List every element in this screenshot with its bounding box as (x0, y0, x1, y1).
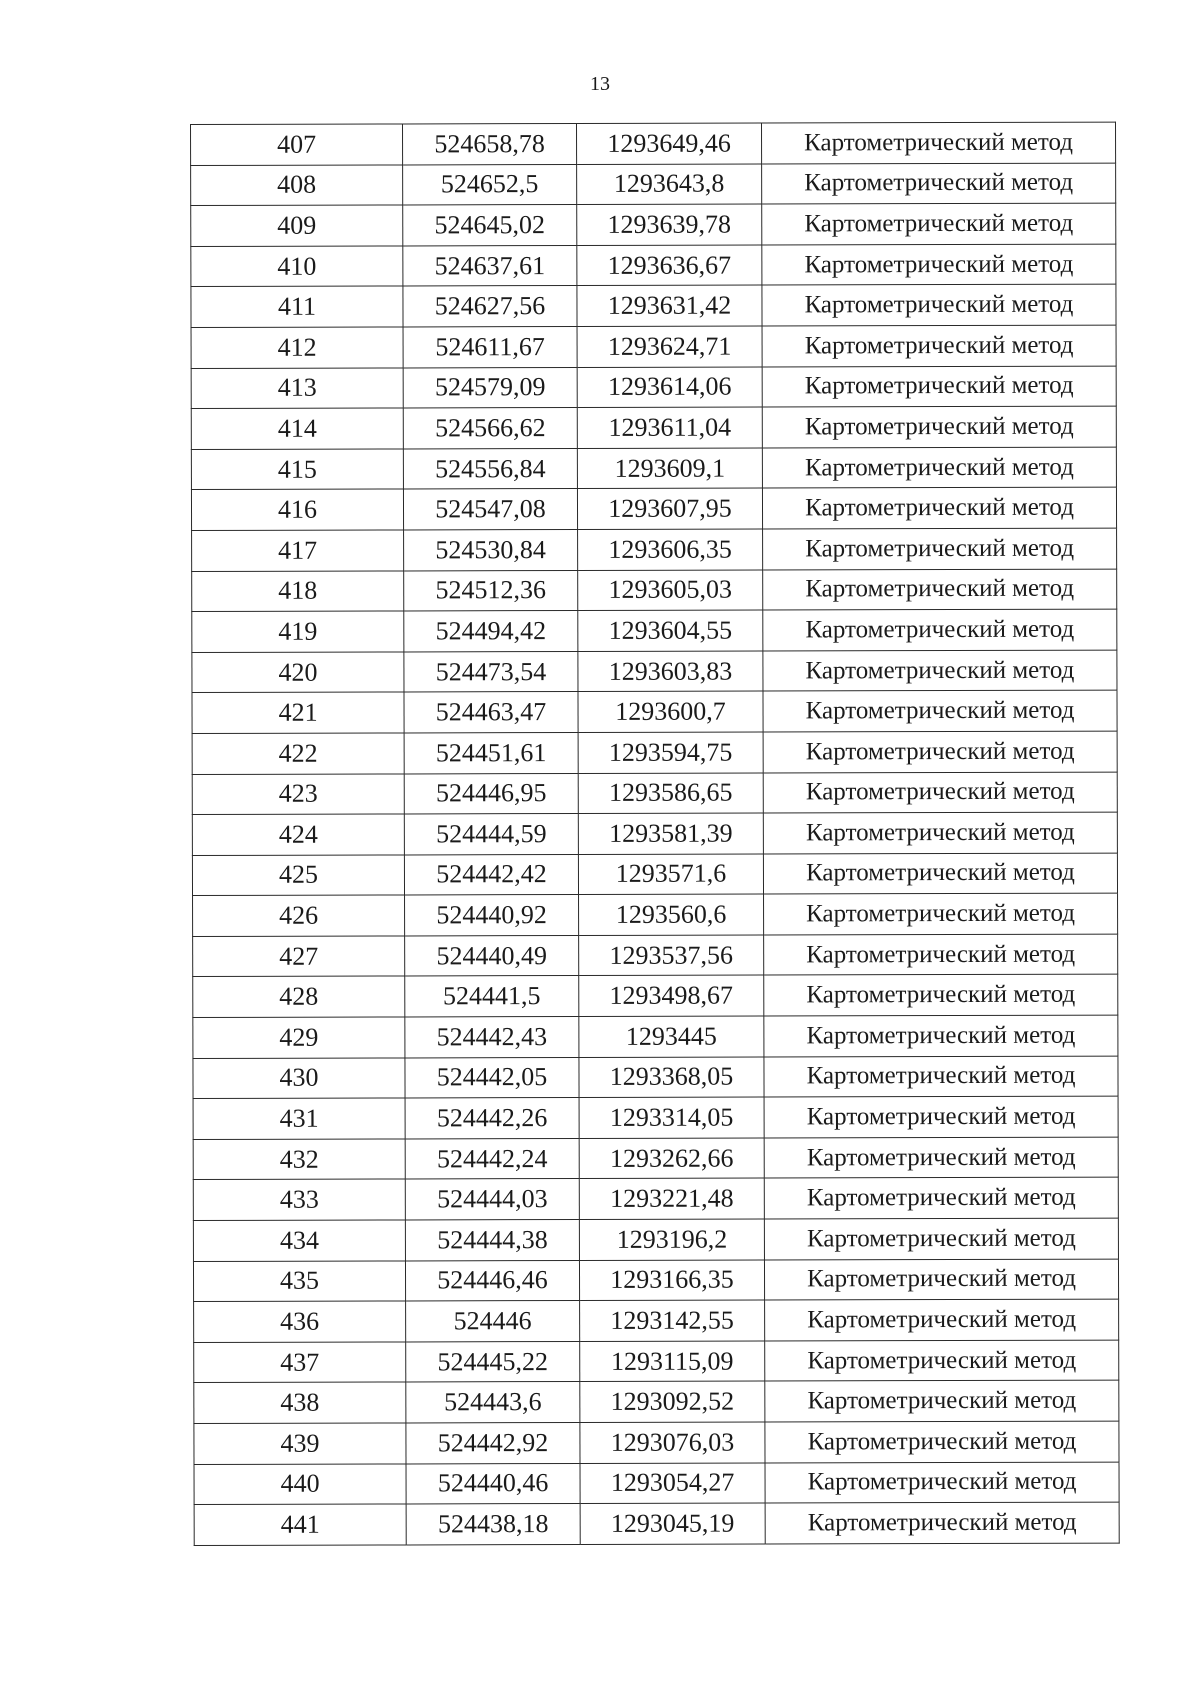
y-coordinate-cell: 1293166,35 (579, 1260, 764, 1301)
y-coordinate-cell: 1293643,8 (577, 164, 762, 205)
table-row (193, 1178, 1118, 1221)
point-number-cell: 429 (193, 1017, 405, 1058)
method-cell: Картометрический метод (762, 447, 1116, 489)
coordinates-table-body (191, 122, 1120, 1545)
point-number-cell: 421 (192, 692, 404, 733)
y-coordinate-cell: 1293606,35 (578, 529, 763, 570)
method-cell: Картометрический метод (762, 203, 1116, 245)
point-number-cell: 440 (194, 1464, 406, 1505)
table-row (194, 1380, 1119, 1423)
y-coordinate-cell: 1293614,06 (577, 367, 762, 408)
y-coordinate-cell: 1293498,67 (579, 975, 764, 1016)
point-number-cell: 409 (191, 205, 403, 246)
y-coordinate-cell: 1293611,04 (577, 407, 762, 448)
y-coordinate-cell: 1293605,03 (578, 570, 763, 611)
x-coordinate-cell: 524579,09 (403, 367, 577, 408)
point-number-cell: 422 (192, 733, 404, 774)
table-row (193, 1218, 1118, 1261)
table-row (192, 853, 1117, 896)
table-row (194, 1299, 1119, 1342)
table-row (192, 569, 1117, 612)
table-row (191, 244, 1116, 287)
point-number-cell: 415 (191, 449, 403, 490)
x-coordinate-cell: 524440,92 (405, 895, 579, 936)
y-coordinate-cell: 1293115,09 (580, 1341, 765, 1382)
point-number-cell: 435 (193, 1261, 405, 1302)
x-coordinate-cell: 524444,38 (405, 1220, 579, 1261)
method-cell: Картометрический метод (763, 528, 1117, 570)
x-coordinate-cell: 524611,67 (403, 326, 577, 367)
x-coordinate-cell: 524446 (406, 1301, 580, 1342)
table-row (193, 1137, 1118, 1180)
method-cell: Картометрический метод (762, 406, 1116, 448)
y-coordinate-cell: 1293639,78 (577, 204, 762, 245)
table-row (192, 650, 1117, 693)
method-cell: Картометрический метод (762, 244, 1116, 286)
x-coordinate-cell: 524566,62 (403, 408, 577, 449)
x-coordinate-cell: 524645,02 (403, 205, 577, 246)
method-cell: Картометрический метод (764, 1137, 1118, 1179)
method-cell: Картометрический метод (764, 934, 1118, 976)
x-coordinate-cell: 524446,46 (405, 1260, 579, 1301)
table-row (192, 690, 1117, 733)
table-row (191, 447, 1116, 490)
point-number-cell: 407 (191, 124, 403, 165)
method-cell: Картометрический метод (762, 284, 1116, 326)
y-coordinate-cell: 1293560,6 (579, 894, 764, 935)
coordinates-table (190, 122, 1120, 1546)
method-cell: Картометрический метод (764, 893, 1118, 935)
x-coordinate-cell: 524442,26 (405, 1098, 579, 1139)
y-coordinate-cell: 1293594,75 (578, 732, 763, 773)
point-number-cell: 420 (192, 652, 404, 693)
x-coordinate-cell: 524637,61 (403, 245, 577, 286)
table-row (191, 203, 1116, 246)
table-row (194, 1340, 1119, 1383)
point-number-cell: 424 (192, 814, 404, 855)
y-coordinate-cell: 1293196,2 (579, 1219, 764, 1260)
table-row (191, 284, 1116, 327)
method-cell: Картометрический метод (761, 122, 1115, 164)
table-row (191, 406, 1116, 449)
method-cell: Картометрический метод (764, 1056, 1118, 1098)
y-coordinate-cell: 1293537,56 (579, 935, 764, 976)
x-coordinate-cell: 524530,84 (404, 529, 578, 570)
point-number-cell: 428 (193, 976, 405, 1017)
y-coordinate-cell: 1293581,39 (578, 813, 763, 854)
point-number-cell: 413 (191, 368, 403, 409)
y-coordinate-cell: 1293636,67 (577, 245, 762, 286)
x-coordinate-cell: 524445,22 (406, 1341, 580, 1382)
method-cell: Картометрический метод (762, 487, 1116, 529)
method-cell: Картометрический метод (762, 163, 1116, 205)
point-number-cell: 433 (193, 1179, 405, 1220)
method-cell: Картометрический метод (763, 690, 1117, 732)
point-number-cell: 430 (193, 1058, 405, 1099)
method-cell: Картометрический метод (764, 1096, 1118, 1138)
y-coordinate-cell: 1293368,05 (579, 1057, 764, 1098)
point-number-cell: 414 (191, 408, 403, 449)
method-cell: Картометрический метод (764, 1015, 1118, 1057)
table-row (192, 731, 1117, 774)
table-row (194, 1462, 1119, 1505)
x-coordinate-cell: 524658,78 (403, 123, 577, 164)
x-coordinate-cell: 524440,49 (405, 935, 579, 976)
x-coordinate-cell: 524442,92 (406, 1422, 580, 1463)
method-cell: Картометрический метод (765, 1462, 1119, 1504)
point-number-cell: 418 (192, 570, 404, 611)
point-number-cell: 426 (193, 895, 405, 936)
table-row (192, 609, 1117, 652)
table-row (193, 1259, 1118, 1302)
y-coordinate-cell: 1293603,83 (578, 651, 763, 692)
method-cell: Картометрический метод (763, 650, 1117, 692)
page-number: 13 (590, 73, 610, 95)
point-number-cell: 410 (191, 246, 403, 287)
x-coordinate-cell: 524473,54 (404, 651, 578, 692)
method-cell: Картометрический метод (765, 1380, 1119, 1422)
y-coordinate-cell: 1293142,55 (580, 1300, 765, 1341)
y-coordinate-cell: 1293045,19 (580, 1503, 765, 1544)
table-row (191, 325, 1116, 368)
y-coordinate-cell: 1293607,95 (577, 488, 762, 529)
table-row (192, 528, 1117, 571)
x-coordinate-cell: 524494,42 (404, 611, 578, 652)
method-cell: Картометрический метод (765, 1502, 1119, 1544)
method-cell: Картометрический метод (762, 366, 1116, 408)
x-coordinate-cell: 524652,5 (403, 164, 577, 205)
point-number-cell: 436 (194, 1301, 406, 1342)
table-row (191, 163, 1116, 206)
point-number-cell: 437 (194, 1342, 406, 1383)
x-coordinate-cell: 524440,46 (406, 1463, 580, 1504)
y-coordinate-cell: 1293076,03 (580, 1422, 765, 1463)
y-coordinate-cell: 1293624,71 (577, 326, 762, 367)
x-coordinate-cell: 524438,18 (406, 1504, 580, 1545)
method-cell: Картометрический метод (764, 1259, 1118, 1301)
x-coordinate-cell: 524547,08 (403, 489, 577, 530)
point-number-cell: 419 (192, 611, 404, 652)
x-coordinate-cell: 524442,43 (405, 1017, 579, 1058)
y-coordinate-cell: 1293571,6 (578, 854, 763, 895)
y-coordinate-cell: 1293092,52 (580, 1381, 765, 1422)
x-coordinate-cell: 524444,03 (405, 1179, 579, 1220)
point-number-cell: 425 (192, 855, 404, 896)
x-coordinate-cell: 524451,61 (404, 732, 578, 773)
point-number-cell: 408 (191, 165, 403, 206)
x-coordinate-cell: 524512,36 (404, 570, 578, 611)
y-coordinate-cell: 1293600,7 (578, 691, 763, 732)
table-row (193, 975, 1118, 1018)
x-coordinate-cell: 524446,95 (404, 773, 578, 814)
y-coordinate-cell: 1293054,27 (580, 1463, 765, 1504)
x-coordinate-cell: 524463,47 (404, 692, 578, 733)
method-cell: Картометрический метод (763, 731, 1117, 773)
point-number-cell: 432 (193, 1139, 405, 1180)
x-coordinate-cell: 524444,59 (404, 814, 578, 855)
table-row (193, 1015, 1118, 1058)
method-cell: Картометрический метод (763, 772, 1117, 814)
table-row (191, 487, 1116, 530)
table-row (193, 934, 1118, 977)
point-number-cell: 417 (192, 530, 404, 571)
table-row (193, 1056, 1118, 1099)
method-cell: Картометрический метод (764, 1178, 1118, 1220)
method-cell: Картометрический метод (764, 975, 1118, 1017)
y-coordinate-cell: 1293445 (579, 1016, 764, 1057)
method-cell: Картометрический метод (763, 569, 1117, 611)
y-coordinate-cell: 1293221,48 (579, 1178, 764, 1219)
point-number-cell: 416 (191, 489, 403, 530)
table-row (194, 1421, 1119, 1464)
method-cell: Картометрический метод (765, 1421, 1119, 1463)
x-coordinate-cell: 524627,56 (403, 286, 577, 327)
point-number-cell: 412 (191, 327, 403, 368)
point-number-cell: 438 (194, 1382, 406, 1423)
point-number-cell: 434 (193, 1220, 405, 1261)
point-number-cell: 423 (192, 773, 404, 814)
point-number-cell: 441 (194, 1504, 406, 1545)
x-coordinate-cell: 524442,42 (404, 854, 578, 895)
y-coordinate-cell: 1293609,1 (577, 448, 762, 489)
method-cell: Картометрический метод (765, 1299, 1119, 1341)
x-coordinate-cell: 524441,5 (405, 976, 579, 1017)
y-coordinate-cell: 1293314,05 (579, 1097, 764, 1138)
x-coordinate-cell: 524556,84 (403, 448, 577, 489)
y-coordinate-cell: 1293649,46 (577, 123, 762, 164)
y-coordinate-cell: 1293604,55 (578, 610, 763, 651)
table-row (194, 1502, 1119, 1545)
y-coordinate-cell: 1293262,66 (579, 1138, 764, 1179)
method-cell: Картометрический метод (763, 812, 1117, 854)
x-coordinate-cell: 524442,05 (405, 1057, 579, 1098)
x-coordinate-cell: 524442,24 (405, 1138, 579, 1179)
x-coordinate-cell: 524443,6 (406, 1382, 580, 1423)
table-row (192, 772, 1117, 815)
method-cell: Картометрический метод (765, 1340, 1119, 1382)
table-row (191, 122, 1116, 165)
method-cell: Картометрический метод (763, 853, 1117, 895)
y-coordinate-cell: 1293631,42 (577, 285, 762, 326)
table-row (192, 812, 1117, 855)
method-cell: Картометрический метод (763, 609, 1117, 651)
table-row (193, 893, 1118, 936)
table-row (193, 1096, 1118, 1139)
y-coordinate-cell: 1293586,65 (578, 773, 763, 814)
table-row (191, 366, 1116, 409)
point-number-cell: 439 (194, 1423, 406, 1464)
point-number-cell: 411 (191, 286, 403, 327)
method-cell: Картометрический метод (762, 325, 1116, 367)
point-number-cell: 431 (193, 1098, 405, 1139)
point-number-cell: 427 (193, 936, 405, 977)
method-cell: Картометрический метод (764, 1218, 1118, 1260)
